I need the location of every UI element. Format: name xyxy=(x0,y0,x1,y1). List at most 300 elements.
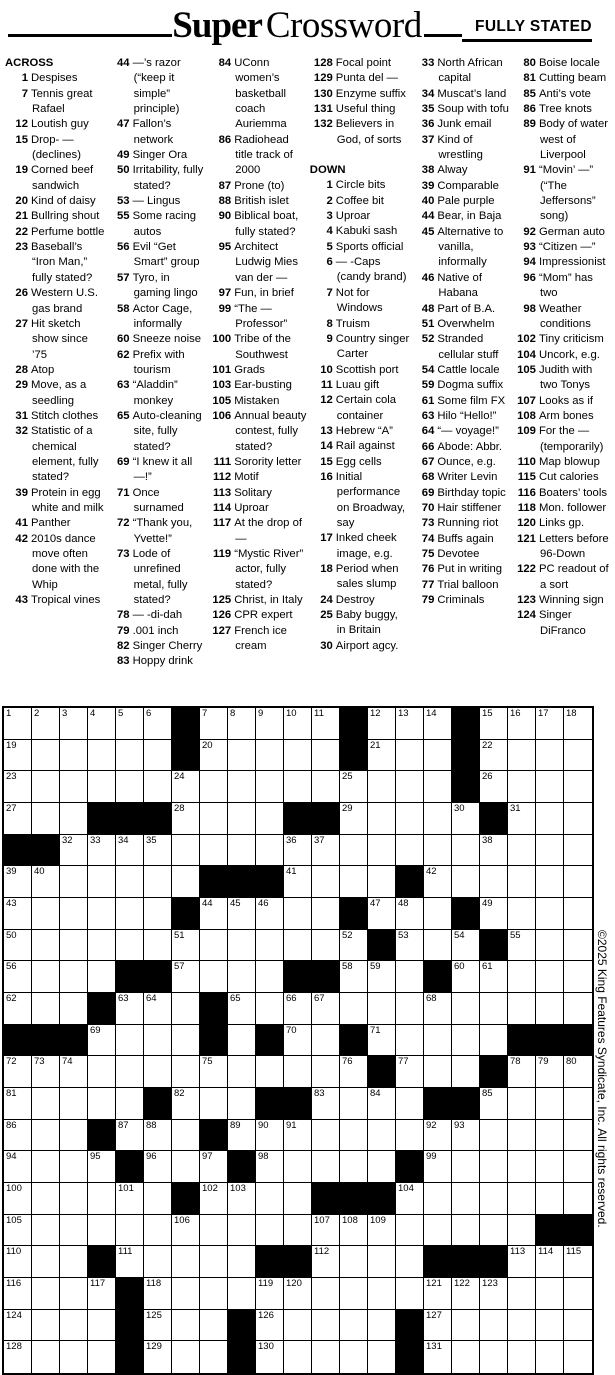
grid-cell[interactable] xyxy=(508,835,536,867)
grid-cell[interactable] xyxy=(564,866,592,898)
grid-cell[interactable] xyxy=(172,961,200,993)
grid-cell[interactable] xyxy=(172,803,200,835)
grid-cell[interactable] xyxy=(60,708,88,740)
grid-cell[interactable] xyxy=(88,1215,116,1247)
grid-cell[interactable] xyxy=(284,1310,312,1342)
grid-cell[interactable] xyxy=(88,930,116,962)
grid-cell[interactable] xyxy=(200,1278,228,1310)
grid-cell[interactable] xyxy=(200,771,228,803)
grid-cell[interactable] xyxy=(564,1183,592,1215)
grid-cell[interactable] xyxy=(200,708,228,740)
grid-cell[interactable] xyxy=(368,1120,396,1152)
grid-cell[interactable] xyxy=(60,993,88,1025)
grid-cell[interactable] xyxy=(200,835,228,867)
grid-cell[interactable] xyxy=(340,993,368,1025)
grid-cell[interactable] xyxy=(116,835,144,867)
grid-cell[interactable] xyxy=(4,803,32,835)
grid-cell[interactable] xyxy=(144,1215,172,1247)
grid-cell[interactable] xyxy=(480,961,508,993)
grid-cell[interactable] xyxy=(116,866,144,898)
grid-cell[interactable] xyxy=(312,1025,340,1057)
grid-cell[interactable] xyxy=(536,993,564,1025)
grid-cell[interactable] xyxy=(228,803,256,835)
grid-cell[interactable] xyxy=(536,930,564,962)
grid-cell[interactable] xyxy=(144,866,172,898)
grid-cell[interactable] xyxy=(284,1341,312,1373)
grid-cell[interactable] xyxy=(228,1088,256,1120)
grid-cell[interactable] xyxy=(536,1341,564,1373)
grid-cell[interactable] xyxy=(60,961,88,993)
grid-cell[interactable] xyxy=(480,1215,508,1247)
grid-cell[interactable] xyxy=(452,1025,480,1057)
grid-cell[interactable] xyxy=(312,1151,340,1183)
grid-cell[interactable] xyxy=(32,803,60,835)
grid-cell[interactable] xyxy=(116,740,144,772)
grid-cell[interactable] xyxy=(200,740,228,772)
grid-cell[interactable] xyxy=(424,1120,452,1152)
grid-cell[interactable] xyxy=(256,771,284,803)
grid-cell[interactable] xyxy=(508,1341,536,1373)
grid-cell[interactable] xyxy=(172,1246,200,1278)
grid-cell[interactable] xyxy=(4,1341,32,1373)
grid-cell[interactable] xyxy=(88,1151,116,1183)
grid-cell[interactable] xyxy=(284,1056,312,1088)
grid-cell[interactable] xyxy=(60,1088,88,1120)
grid-cell[interactable] xyxy=(564,1056,592,1088)
grid-cell[interactable] xyxy=(60,1246,88,1278)
grid-cell[interactable] xyxy=(4,1088,32,1120)
grid-cell[interactable] xyxy=(60,835,88,867)
grid-cell[interactable] xyxy=(172,1151,200,1183)
grid-cell[interactable] xyxy=(340,1120,368,1152)
grid-cell[interactable] xyxy=(60,1151,88,1183)
grid-cell[interactable] xyxy=(32,961,60,993)
grid-cell[interactable] xyxy=(60,930,88,962)
grid-cell[interactable] xyxy=(340,835,368,867)
grid-cell[interactable] xyxy=(480,1088,508,1120)
grid-cell[interactable] xyxy=(116,993,144,1025)
grid-cell[interactable] xyxy=(284,740,312,772)
grid-cell[interactable] xyxy=(256,1151,284,1183)
grid-cell[interactable] xyxy=(452,1310,480,1342)
grid-cell[interactable] xyxy=(228,1056,256,1088)
grid-cell[interactable] xyxy=(144,1120,172,1152)
grid-cell[interactable] xyxy=(536,866,564,898)
grid-cell[interactable] xyxy=(88,866,116,898)
grid-cell[interactable] xyxy=(144,1056,172,1088)
grid-cell[interactable] xyxy=(172,1215,200,1247)
grid-cell[interactable] xyxy=(368,898,396,930)
grid-cell[interactable] xyxy=(116,1088,144,1120)
grid-cell[interactable] xyxy=(424,1310,452,1342)
grid-cell[interactable] xyxy=(424,708,452,740)
grid-cell[interactable] xyxy=(228,961,256,993)
grid-cell[interactable] xyxy=(396,835,424,867)
grid-cell[interactable] xyxy=(508,993,536,1025)
grid-cell[interactable] xyxy=(60,1278,88,1310)
grid-cell[interactable] xyxy=(144,1151,172,1183)
grid-cell[interactable] xyxy=(340,1088,368,1120)
grid-cell[interactable] xyxy=(368,708,396,740)
grid-cell[interactable] xyxy=(508,1088,536,1120)
grid-cell[interactable] xyxy=(4,961,32,993)
grid-cell[interactable] xyxy=(32,771,60,803)
grid-cell[interactable] xyxy=(312,1215,340,1247)
grid-cell[interactable] xyxy=(564,1120,592,1152)
grid-cell[interactable] xyxy=(200,1246,228,1278)
grid-cell[interactable] xyxy=(116,1215,144,1247)
grid-cell[interactable] xyxy=(32,1278,60,1310)
grid-cell[interactable] xyxy=(4,1120,32,1152)
grid-cell[interactable] xyxy=(452,1215,480,1247)
grid-cell[interactable] xyxy=(508,803,536,835)
grid-cell[interactable] xyxy=(200,1341,228,1373)
grid-cell[interactable] xyxy=(228,1215,256,1247)
grid-cell[interactable] xyxy=(508,898,536,930)
grid-cell[interactable] xyxy=(172,1310,200,1342)
grid-cell[interactable] xyxy=(256,1341,284,1373)
grid-cell[interactable] xyxy=(312,1246,340,1278)
grid-cell[interactable] xyxy=(368,866,396,898)
grid-cell[interactable] xyxy=(88,1341,116,1373)
grid-cell[interactable] xyxy=(480,1310,508,1342)
grid-cell[interactable] xyxy=(312,1088,340,1120)
grid-cell[interactable] xyxy=(508,1151,536,1183)
grid-cell[interactable] xyxy=(32,1088,60,1120)
grid-cell[interactable] xyxy=(424,1215,452,1247)
grid-cell[interactable] xyxy=(508,1310,536,1342)
grid-cell[interactable] xyxy=(368,1278,396,1310)
grid-cell[interactable] xyxy=(396,898,424,930)
grid-cell[interactable] xyxy=(144,993,172,1025)
grid-cell[interactable] xyxy=(228,1025,256,1057)
grid-cell[interactable] xyxy=(256,898,284,930)
grid-cell[interactable] xyxy=(480,708,508,740)
grid-cell[interactable] xyxy=(4,1151,32,1183)
grid-cell[interactable] xyxy=(536,1056,564,1088)
grid-cell[interactable] xyxy=(340,1246,368,1278)
grid-cell[interactable] xyxy=(256,930,284,962)
grid-cell[interactable] xyxy=(60,771,88,803)
grid-cell[interactable] xyxy=(228,1183,256,1215)
grid-cell[interactable] xyxy=(452,993,480,1025)
grid-cell[interactable] xyxy=(368,961,396,993)
grid-cell[interactable] xyxy=(564,961,592,993)
grid-cell[interactable] xyxy=(340,930,368,962)
grid-cell[interactable] xyxy=(172,1278,200,1310)
grid-cell[interactable] xyxy=(256,1278,284,1310)
grid-cell[interactable] xyxy=(368,1088,396,1120)
grid-cell[interactable] xyxy=(256,803,284,835)
grid-cell[interactable] xyxy=(536,1183,564,1215)
grid-cell[interactable] xyxy=(32,1341,60,1373)
grid-cell[interactable] xyxy=(116,1246,144,1278)
grid-cell[interactable] xyxy=(424,866,452,898)
grid-cell[interactable] xyxy=(144,708,172,740)
grid-cell[interactable] xyxy=(116,1056,144,1088)
grid-cell[interactable] xyxy=(340,771,368,803)
grid-cell[interactable] xyxy=(424,1025,452,1057)
grid-cell[interactable] xyxy=(256,961,284,993)
grid-cell[interactable] xyxy=(396,771,424,803)
grid-cell[interactable] xyxy=(312,1341,340,1373)
grid-cell[interactable] xyxy=(144,1183,172,1215)
grid-cell[interactable] xyxy=(88,1056,116,1088)
grid-cell[interactable] xyxy=(228,1246,256,1278)
grid-cell[interactable] xyxy=(452,1183,480,1215)
grid-cell[interactable] xyxy=(536,740,564,772)
grid-cell[interactable] xyxy=(452,803,480,835)
grid-cell[interactable] xyxy=(60,1215,88,1247)
grid-cell[interactable] xyxy=(144,1025,172,1057)
grid-cell[interactable] xyxy=(284,930,312,962)
grid-cell[interactable] xyxy=(60,803,88,835)
grid-cell[interactable] xyxy=(424,1183,452,1215)
grid-cell[interactable] xyxy=(200,898,228,930)
grid-cell[interactable] xyxy=(564,930,592,962)
grid-cell[interactable] xyxy=(340,1056,368,1088)
grid-cell[interactable] xyxy=(4,771,32,803)
grid-cell[interactable] xyxy=(564,771,592,803)
grid-cell[interactable] xyxy=(424,993,452,1025)
grid-cell[interactable] xyxy=(200,1215,228,1247)
grid-cell[interactable] xyxy=(144,930,172,962)
grid-cell[interactable] xyxy=(256,993,284,1025)
grid-cell[interactable] xyxy=(396,803,424,835)
grid-cell[interactable] xyxy=(312,771,340,803)
grid-cell[interactable] xyxy=(480,898,508,930)
grid-cell[interactable] xyxy=(144,1341,172,1373)
grid-cell[interactable] xyxy=(396,1215,424,1247)
grid-cell[interactable] xyxy=(4,1056,32,1088)
grid-cell[interactable] xyxy=(228,1120,256,1152)
grid-cell[interactable] xyxy=(200,1183,228,1215)
grid-cell[interactable] xyxy=(368,1310,396,1342)
grid-cell[interactable] xyxy=(172,930,200,962)
grid-cell[interactable] xyxy=(424,898,452,930)
grid-cell[interactable] xyxy=(536,803,564,835)
grid-cell[interactable] xyxy=(452,1341,480,1373)
grid-cell[interactable] xyxy=(88,1183,116,1215)
grid-cell[interactable] xyxy=(368,835,396,867)
grid-cell[interactable] xyxy=(312,740,340,772)
grid-cell[interactable] xyxy=(452,835,480,867)
grid-cell[interactable] xyxy=(508,740,536,772)
grid-cell[interactable] xyxy=(60,1183,88,1215)
grid-cell[interactable] xyxy=(144,771,172,803)
grid-cell[interactable] xyxy=(368,1025,396,1057)
grid-cell[interactable] xyxy=(284,1278,312,1310)
grid-cell[interactable] xyxy=(116,771,144,803)
grid-cell[interactable] xyxy=(116,1025,144,1057)
grid-cell[interactable] xyxy=(4,708,32,740)
grid-cell[interactable] xyxy=(312,1310,340,1342)
grid-cell[interactable] xyxy=(200,803,228,835)
grid-cell[interactable] xyxy=(172,1025,200,1057)
grid-cell[interactable] xyxy=(396,930,424,962)
grid-cell[interactable] xyxy=(396,708,424,740)
grid-cell[interactable] xyxy=(340,1341,368,1373)
grid-cell[interactable] xyxy=(284,1151,312,1183)
grid-cell[interactable] xyxy=(4,1215,32,1247)
grid-cell[interactable] xyxy=(368,993,396,1025)
grid-cell[interactable] xyxy=(4,1278,32,1310)
grid-cell[interactable] xyxy=(32,930,60,962)
grid-cell[interactable] xyxy=(508,930,536,962)
grid-cell[interactable] xyxy=(88,898,116,930)
grid-cell[interactable] xyxy=(116,898,144,930)
grid-cell[interactable] xyxy=(452,1056,480,1088)
grid-cell[interactable] xyxy=(172,835,200,867)
grid-cell[interactable] xyxy=(480,993,508,1025)
grid-cell[interactable] xyxy=(564,1278,592,1310)
grid-cell[interactable] xyxy=(368,1246,396,1278)
grid-cell[interactable] xyxy=(172,993,200,1025)
grid-cell[interactable] xyxy=(396,993,424,1025)
grid-cell[interactable] xyxy=(508,1120,536,1152)
grid-cell[interactable] xyxy=(396,1278,424,1310)
grid-cell[interactable] xyxy=(256,1056,284,1088)
grid-cell[interactable] xyxy=(508,961,536,993)
grid-cell[interactable] xyxy=(564,1088,592,1120)
grid-cell[interactable] xyxy=(312,1056,340,1088)
grid-cell[interactable] xyxy=(116,1120,144,1152)
grid-cell[interactable] xyxy=(228,771,256,803)
grid-cell[interactable] xyxy=(452,961,480,993)
grid-cell[interactable] xyxy=(32,898,60,930)
grid-cell[interactable] xyxy=(256,740,284,772)
grid-cell[interactable] xyxy=(368,771,396,803)
grid-cell[interactable] xyxy=(88,771,116,803)
grid-cell[interactable] xyxy=(368,803,396,835)
grid-cell[interactable] xyxy=(424,835,452,867)
grid-cell[interactable] xyxy=(60,866,88,898)
grid-cell[interactable] xyxy=(116,1183,144,1215)
grid-cell[interactable] xyxy=(200,1088,228,1120)
grid-cell[interactable] xyxy=(144,740,172,772)
grid-cell[interactable] xyxy=(32,1215,60,1247)
grid-cell[interactable] xyxy=(32,740,60,772)
grid-cell[interactable] xyxy=(564,1310,592,1342)
grid-cell[interactable] xyxy=(172,1120,200,1152)
grid-cell[interactable] xyxy=(4,930,32,962)
grid-cell[interactable] xyxy=(536,771,564,803)
grid-cell[interactable] xyxy=(172,1341,200,1373)
grid-cell[interactable] xyxy=(60,1120,88,1152)
grid-cell[interactable] xyxy=(256,1310,284,1342)
grid-cell[interactable] xyxy=(340,1310,368,1342)
grid-cell[interactable] xyxy=(4,866,32,898)
grid-cell[interactable] xyxy=(564,740,592,772)
grid-cell[interactable] xyxy=(116,708,144,740)
grid-cell[interactable] xyxy=(368,740,396,772)
grid-cell[interactable] xyxy=(284,1215,312,1247)
grid-cell[interactable] xyxy=(396,961,424,993)
grid-cell[interactable] xyxy=(4,1246,32,1278)
grid-cell[interactable] xyxy=(172,1088,200,1120)
grid-cell[interactable] xyxy=(284,993,312,1025)
grid-cell[interactable] xyxy=(200,961,228,993)
grid-cell[interactable] xyxy=(340,1278,368,1310)
grid-cell[interactable] xyxy=(508,1183,536,1215)
grid-cell[interactable] xyxy=(256,1183,284,1215)
grid-cell[interactable] xyxy=(396,1088,424,1120)
grid-cell[interactable] xyxy=(312,866,340,898)
grid-cell[interactable] xyxy=(256,835,284,867)
grid-cell[interactable] xyxy=(228,993,256,1025)
grid-cell[interactable] xyxy=(60,1341,88,1373)
grid-cell[interactable] xyxy=(200,930,228,962)
grid-cell[interactable] xyxy=(508,1056,536,1088)
grid-cell[interactable] xyxy=(424,1278,452,1310)
grid-cell[interactable] xyxy=(60,898,88,930)
grid-cell[interactable] xyxy=(564,1246,592,1278)
grid-cell[interactable] xyxy=(284,835,312,867)
grid-cell[interactable] xyxy=(536,1278,564,1310)
grid-cell[interactable] xyxy=(144,1278,172,1310)
grid-cell[interactable] xyxy=(536,1120,564,1152)
grid-cell[interactable] xyxy=(480,1120,508,1152)
grid-cell[interactable] xyxy=(200,1310,228,1342)
grid-cell[interactable] xyxy=(564,1151,592,1183)
grid-cell[interactable] xyxy=(424,771,452,803)
grid-cell[interactable] xyxy=(4,740,32,772)
grid-cell[interactable] xyxy=(424,740,452,772)
grid-cell[interactable] xyxy=(452,930,480,962)
grid-cell[interactable] xyxy=(312,1278,340,1310)
grid-cell[interactable] xyxy=(200,1151,228,1183)
grid-cell[interactable] xyxy=(4,1310,32,1342)
grid-cell[interactable] xyxy=(32,1310,60,1342)
grid-cell[interactable] xyxy=(480,866,508,898)
grid-cell[interactable] xyxy=(312,898,340,930)
grid-cell[interactable] xyxy=(228,898,256,930)
grid-cell[interactable] xyxy=(228,835,256,867)
grid-cell[interactable] xyxy=(424,1341,452,1373)
grid-cell[interactable] xyxy=(564,835,592,867)
grid-cell[interactable] xyxy=(452,1151,480,1183)
grid-cell[interactable] xyxy=(396,740,424,772)
grid-cell[interactable] xyxy=(284,898,312,930)
grid-cell[interactable] xyxy=(4,898,32,930)
grid-cell[interactable] xyxy=(88,1025,116,1057)
grid-cell[interactable] xyxy=(312,708,340,740)
grid-cell[interactable] xyxy=(536,835,564,867)
grid-cell[interactable] xyxy=(256,1120,284,1152)
grid-cell[interactable] xyxy=(32,1151,60,1183)
grid-cell[interactable] xyxy=(60,740,88,772)
grid-cell[interactable] xyxy=(368,1151,396,1183)
grid-cell[interactable] xyxy=(32,866,60,898)
grid-cell[interactable] xyxy=(4,993,32,1025)
grid-cell[interactable] xyxy=(452,1120,480,1152)
grid-cell[interactable] xyxy=(312,930,340,962)
grid-cell[interactable] xyxy=(564,898,592,930)
grid-cell[interactable] xyxy=(144,898,172,930)
grid-cell[interactable] xyxy=(284,1120,312,1152)
grid-cell[interactable] xyxy=(480,1025,508,1057)
grid-cell[interactable] xyxy=(32,1056,60,1088)
grid-cell[interactable] xyxy=(340,961,368,993)
grid-cell[interactable] xyxy=(256,1215,284,1247)
grid-cell[interactable] xyxy=(536,898,564,930)
grid-cell[interactable] xyxy=(424,1151,452,1183)
grid-cell[interactable] xyxy=(508,866,536,898)
grid-cell[interactable] xyxy=(424,930,452,962)
grid-cell[interactable] xyxy=(508,1215,536,1247)
grid-cell[interactable] xyxy=(88,740,116,772)
grid-cell[interactable] xyxy=(228,1278,256,1310)
